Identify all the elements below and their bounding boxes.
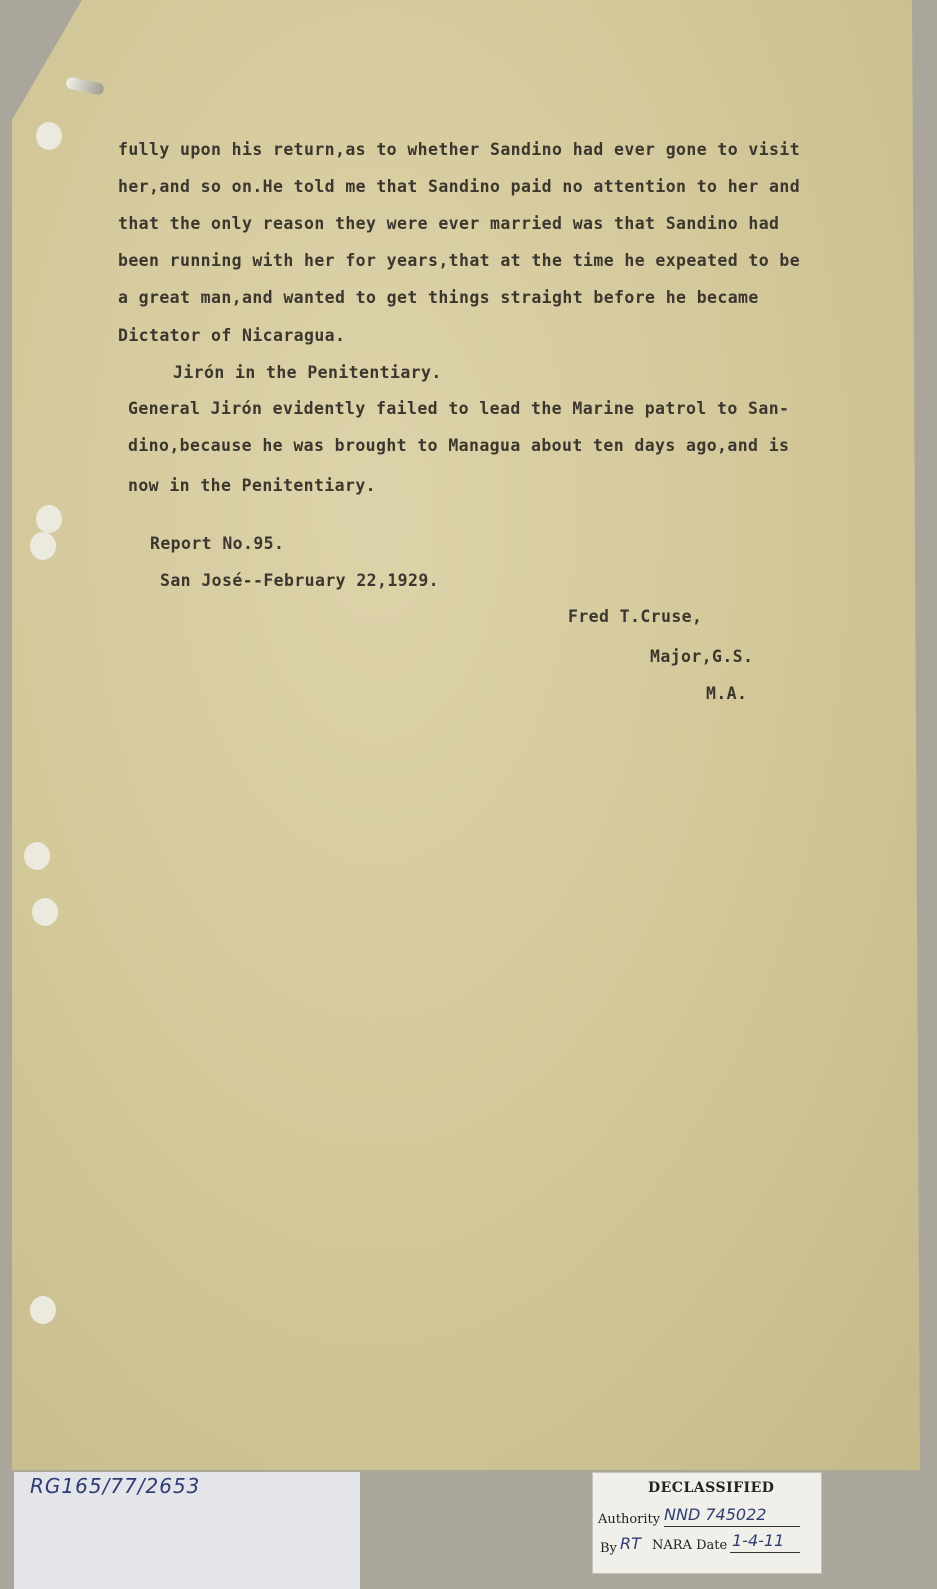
record-reference: RG165/77/2653 — [30, 1474, 201, 1498]
punch-hole-icon — [36, 505, 62, 533]
punch-hole-icon — [30, 532, 56, 560]
stamp-by-label: By — [600, 1541, 617, 1556]
signature-name: Fred T.Cruse, — [568, 607, 703, 626]
body-line: now in the Penitentiary. — [128, 476, 377, 495]
stamp-underline — [664, 1526, 800, 1527]
stamp-by-value: RT — [620, 1534, 641, 1553]
signature-rank: Major,G.S. — [650, 647, 754, 666]
body-line: her,and so on.He told me that Sandino paid no attention to her and — [118, 177, 801, 196]
punch-hole-icon — [24, 842, 50, 870]
punch-hole-icon — [36, 122, 62, 150]
body-line: a great man,and wanted to get things straight before he became — [118, 288, 759, 307]
body-line: General Jirón evidently failed to lead the Marine patrol to San- — [128, 399, 790, 418]
body-line: fully upon his return,as to whether Sandino had ever gone to visit — [118, 140, 801, 159]
signature-role: M.A. — [706, 684, 748, 703]
body-line: that the only reason they were ever married was that Sandino had — [118, 214, 780, 233]
stamp-date-value: 1-4-11 — [732, 1531, 785, 1550]
section-heading: Jirón in the Penitentiary. — [173, 363, 442, 382]
stamp-underline — [730, 1552, 800, 1553]
report-place-date: San José--February 22,1929. — [160, 571, 440, 590]
body-line: dino,because he was brought to Managua about ten days ago,and is — [128, 436, 790, 455]
stamp-title: DECLASSIFIED — [648, 1480, 775, 1496]
stamp-authority-label: Authority — [598, 1512, 661, 1527]
punch-hole-icon — [32, 898, 58, 926]
body-line: been running with her for years,that at the time he expeated to be — [118, 251, 801, 270]
body-line: Dictator of Nicaragua. — [118, 326, 346, 345]
punch-hole-icon — [30, 1296, 56, 1324]
stamp-nara-label: NARA Date — [652, 1538, 728, 1553]
report-number: Report No.95. — [150, 534, 285, 553]
stamp-authority-value: NND 745022 — [664, 1505, 767, 1524]
